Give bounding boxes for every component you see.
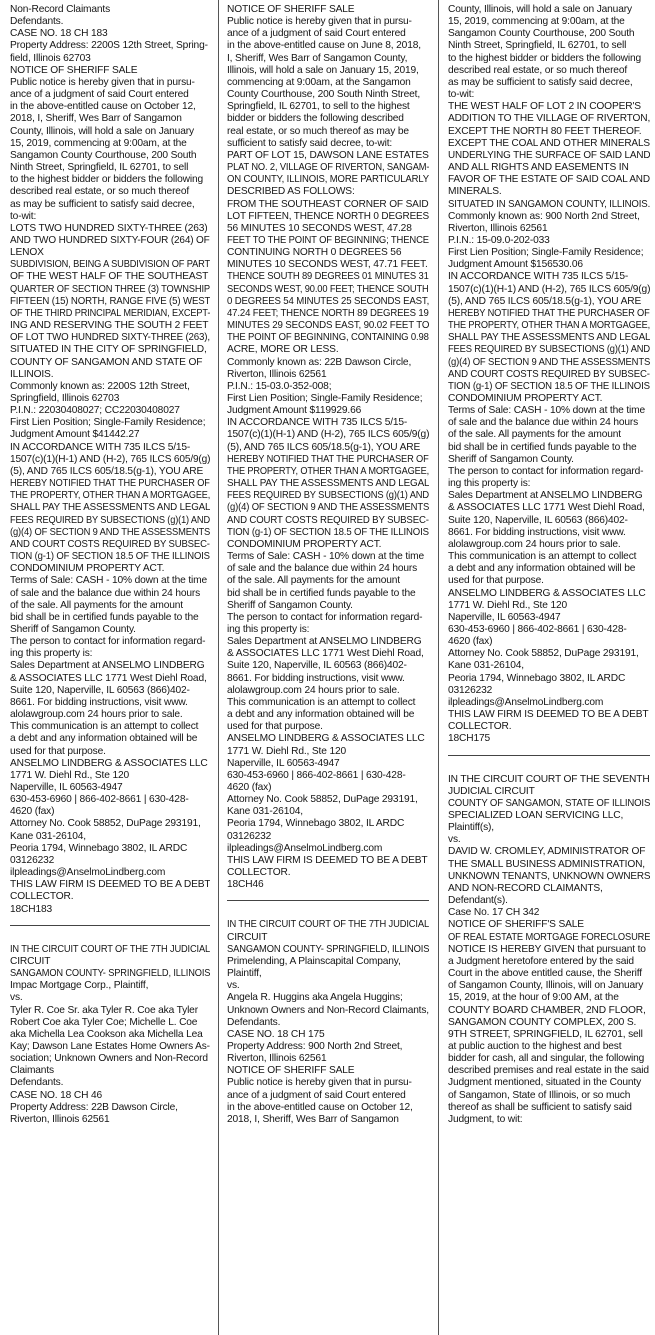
notice-text-line: THE WEST HALF OF LOT 2 IN COOPER'S <box>448 101 641 113</box>
notice-text-line: 2018, I, Sheriff, Wes Barr of Sangamon <box>10 113 182 125</box>
notice-text-line: FEES REQUIRED BY SUBSECTIONS (g)(1) AND <box>227 490 429 502</box>
notice-text-line: Attorney No. Cook 58852, DuPage 293191, <box>10 818 201 830</box>
notice-text-line: MINUTES 29 SECONDS EAST, 90.02 FEET TO <box>227 320 429 332</box>
notice-text-line: AND COURT COSTS REQUIRED BY SUBSEC- <box>448 368 650 380</box>
notice-text-line: Kay; Dawson Lane Estates Home Owners As- <box>10 1040 210 1052</box>
notice-text-line: OF REAL ESTATE MORTGAGE FORECLOSURE <box>448 931 650 943</box>
notice-text-line: FAVOR OF THE ESTATE OF SAID COAL AND <box>448 174 650 186</box>
notice-text-line: Public notice is hereby given that in pursu- <box>227 16 412 28</box>
notice-text-line: HEREBY NOTIFIED THAT THE PURCHASER OF <box>448 307 650 319</box>
notice-text-line: commencing at 9:00am, at the Sangamon <box>227 76 411 88</box>
notice-text-line: Sales Department at ANSELMO LINDBERG <box>448 490 643 502</box>
notice-text-line: Primelending, A Plainscapital Company, <box>227 955 401 967</box>
notice-text-line: a Judgment heretofore entered by the said <box>448 955 634 967</box>
notice-text-line: ING AND RESERVING THE SOUTH 2 FEET <box>10 320 209 332</box>
notice-text-line: Riverton, Illinois 62561 <box>227 368 327 380</box>
notice-text-line: Ninth Street, Springfield, IL 62701, to sell <box>10 162 189 174</box>
notice-text-line: 15, 2019, commencing at 9:00am, at the <box>10 137 187 149</box>
notice-text-line: LOT FIFTEEN, THENCE NORTH 0 DEGREES <box>227 210 429 222</box>
notice-text-line: aka Michella Lea Cookson aka Michella Lea <box>10 1028 203 1040</box>
notice-text-line: CONDOMINIUM PROPERTY ACT. <box>10 563 165 575</box>
notice-text-line: Sales Department at ANSELMO LINDBERG <box>227 636 422 648</box>
notice-text-line: CONTINUING NORTH 0 DEGREES 56 <box>227 247 402 259</box>
notice-text-line: IN ACCORDANCE WITH 735 ILCS 5/15- <box>10 441 191 453</box>
notice-text-line: Kane 031-26104, <box>448 660 524 672</box>
notice-separator-rule <box>10 925 210 926</box>
notice-text-line: Case No. 17 CH 342 <box>448 907 540 919</box>
notice-text-line: vs. <box>10 992 23 1004</box>
notice-text-line: (5), AND 765 ILCS 605/18.5(g-1), YOU ARE <box>227 441 421 453</box>
notice-text-line: COLLECTOR. <box>227 867 291 879</box>
notice-text-line: Plaintiff, <box>227 968 262 980</box>
notice-text-line: First Lien Position; Single-Family Residence; <box>10 417 206 429</box>
notice-text-line: bid shall be in certified funds payable to the <box>10 611 199 623</box>
notice-text-line: 8661. For bidding instructions, visit www. <box>227 672 405 684</box>
notice-text-line: used for that purpose. <box>10 745 106 757</box>
notice-text-line: ilpleadings@AnselmoLindberg.com <box>10 867 166 879</box>
notice-text-line: Sangamon County Courthouse, 200 South <box>448 28 635 40</box>
notice-text-line: DAVID W. CROMLEY, ADMINISTRATOR OF <box>448 846 646 858</box>
notice-text-line: SITUATED IN THE CITY OF SPRINGFIELD, <box>10 344 207 356</box>
notice-text-line: THIS LAW FIRM IS DEEMED TO BE A DEBT <box>448 709 649 721</box>
notice-text-line: Non-Record Claimants <box>10 4 111 15</box>
notice-text-line: Riverton, Illinois 62561 <box>448 222 548 234</box>
notice-text-line: used for that purpose. <box>227 721 323 733</box>
notice-text-line: AND ALL RIGHTS AND EASEMENTS IN <box>448 162 629 174</box>
notice-text-line: Springfield, IL 62701, to sell to the highest <box>227 101 410 113</box>
notice-text-line: SPECIALIZED LOAN SERVICING LLC, <box>448 810 624 821</box>
notice-text-line: THENCE SOUTH 89 DEGREES 01 MINUTES 31 <box>227 271 429 283</box>
notice-text-line: This communication is an attempt to collect <box>448 551 637 563</box>
column-middle <box>227 4 429 1335</box>
notice-text-line: at public auction to the highest and best <box>448 1040 622 1052</box>
notice-text-line: of sale and the balance due within 24 hours <box>10 587 201 599</box>
notice-text-line: 03126232 <box>10 854 55 866</box>
notice-text-line: of the sale. All payments for the amount <box>227 575 400 587</box>
notice-text-line: Unknown Owners and Non-Record Claimants, <box>227 1004 429 1016</box>
notice-text-line: Attorney No. Cook 58852, DuPage 293191, <box>448 648 639 660</box>
notice-text-line: ilpleadings@AnselmoLindberg.com <box>448 696 604 708</box>
legal-notice-block <box>448 774 650 1127</box>
notice-text-line: bid shall be in certified funds payable to the <box>227 587 416 599</box>
notice-text-line: in the above-entitled cause on October 12, <box>10 101 196 113</box>
notice-text-line: bid shall be in certified funds payable to the <box>448 441 637 453</box>
notice-text-line: 1771 W. Diehl Rd., Ste 120 <box>10 769 129 781</box>
notice-separator-rule <box>227 900 429 901</box>
notice-text-line: ADDITION TO THE VILLAGE OF RIVERTON, <box>448 113 650 125</box>
notice-text-line: SANGAMON COUNTY- SPRINGFIELD, ILLINOIS <box>10 968 210 980</box>
notice-text-line: COUNTY OF SANGAMON, STATE OF ILLINOIS <box>448 797 650 809</box>
notice-text-line: & ASSOCIATES LLC 1771 West Diehl Road, <box>227 648 424 660</box>
notice-text-line: Defendants. <box>10 16 64 28</box>
notice-text-line: Kane 031-26104, <box>227 806 303 818</box>
notice-text-line: alolawgroup.com 24 hours prior to sale. <box>10 709 183 721</box>
notice-text-line: sufficient to satisfy said decree, to-wit: <box>227 137 393 149</box>
notice-text-line: CIRCUIT <box>10 955 51 967</box>
notice-text-line: 4620 (fax) <box>227 782 272 793</box>
notice-text-line: Springfield, Illinois 62703 <box>10 393 120 404</box>
notice-text-line: used for that purpose. <box>448 575 544 587</box>
notice-text-line: Suite 120, Naperville, IL 60563 (866)402- <box>10 684 190 696</box>
notice-text-line: MINERALS. <box>448 186 502 198</box>
notice-text-line: Commonly known as: 22B Dawson Circle, <box>227 356 412 368</box>
notice-text-line: Court in the above entitled cause, the Sheriff <box>448 968 642 980</box>
notice-text-line: LENOX <box>10 247 44 259</box>
notice-text-line: THE POINT OF BEGINNING, CONTAINING 0.98 <box>227 332 429 344</box>
notice-text-line: in the above-entitled cause on October 12, <box>227 1101 413 1113</box>
notice-text-line: to the highest bidder or bidders the following <box>10 174 204 186</box>
notice-text-line: PLAT NO. 2, VILLAGE OF RIVERTON, SANGAM- <box>227 162 429 174</box>
legal-notice-block <box>227 4 429 891</box>
column-left <box>10 4 210 1335</box>
notice-text-line: SHALL PAY THE ASSESSMENTS AND LEGAL <box>227 478 429 490</box>
notice-text-line: Judgment, to wit: <box>448 1113 523 1125</box>
notice-text-line: 630-453-6960 | 866-402-8661 | 630-428- <box>227 769 406 781</box>
notice-text-line: 03126232 <box>448 684 493 696</box>
notice-text-line: SANGAMON COUNTY- SPRINGFIELD, ILLINOIS <box>227 943 429 955</box>
notice-text-line: Suite 120, Naperville, IL 60563 (866)402- <box>227 660 407 672</box>
column-divider-left <box>218 0 219 1335</box>
notice-text-line: OF THE THIRD PRINCIPAL MERIDIAN, EXCEPT- <box>10 307 210 319</box>
notice-text-line: Illinois, will hold a sale on January 15, 2019, <box>227 64 419 76</box>
notice-text-line: Suite 120, Naperville, IL 60563 (866)402- <box>448 514 628 526</box>
notice-text-line: CIRCUIT <box>227 931 268 943</box>
notice-text-line: a debt and any information obtained will be <box>10 733 198 745</box>
notice-text-line: a debt and any information obtained will be <box>448 563 636 575</box>
notice-text-line: NOTICE OF SHERIFF SALE <box>227 4 355 15</box>
notice-text-line: NOTICE OF SHERIFF SALE <box>10 64 138 76</box>
notice-text-line: First Lien Position; Single-Family Residence; <box>227 393 423 404</box>
notice-text-line: Commonly known as: 2200S 12th Street, <box>10 380 190 392</box>
notice-text-line: Sheriff of Sangamon County. <box>448 453 574 465</box>
notice-text-line: P.I.N.: 15-03.0-352-008; <box>227 380 332 392</box>
notice-text-line: 0 DEGREES 54 MINUTES 25 SECONDS EAST, <box>227 295 429 307</box>
notice-text-line: FEET TO THE POINT OF BEGINNING; THENCE <box>227 234 429 246</box>
notice-text-line: vs. <box>227 980 240 992</box>
notice-text-line: Defendant(s). <box>448 895 508 907</box>
notice-text-line: Commonly known as: 900 North 2nd Street, <box>448 210 640 222</box>
notice-text-line: ing this property is: <box>10 648 93 660</box>
legal-notice-block <box>10 944 210 1126</box>
notice-text-line: to-wit: <box>448 89 475 101</box>
notice-text-line: ON COUNTY, ILLINOIS, MORE PARTICULARLY <box>227 174 429 186</box>
notice-text-line: Public notice is hereby given that in pursu- <box>227 1077 412 1089</box>
notice-text-line: IN THE CIRCUIT COURT OF THE SEVENTH <box>448 773 650 785</box>
notice-text-line: Property Address: 900 North 2nd Street, <box>227 1040 403 1052</box>
notice-text-line: ACRE, MORE OR LESS. <box>227 344 339 356</box>
notice-text-line: NOTICE OF SHERIFF SALE <box>227 1065 355 1077</box>
column-right <box>448 4 650 1335</box>
notice-text-line: 18CH46 <box>227 879 264 891</box>
notice-text-line: Judgment Amount $156530.06 <box>448 259 583 271</box>
notice-text-line: COUNTY OF SANGAMON AND STATE OF <box>10 356 203 368</box>
notice-text-line: CASE NO. 18 CH 46 <box>10 1089 103 1101</box>
notice-text-line: PART OF LOT 15, DAWSON LANE ESTATES <box>227 149 429 161</box>
notice-text-line: 47.24 FEET; THENCE NORTH 89 DEGREES 19 <box>227 307 429 319</box>
notice-text-line: AND COURT COSTS REQUIRED BY SUBSEC- <box>227 514 429 526</box>
notice-text-line: DESCRIBED AS FOLLOWS: <box>227 186 355 198</box>
notice-text-line: FEES REQUIRED BY SUBSECTIONS (g)(1) AND <box>448 344 650 356</box>
notice-text-line: Defendants. <box>227 1016 281 1028</box>
notice-text-line: LOTS TWO HUNDRED SIXTY-THREE (263) <box>10 222 208 234</box>
notice-text-line: ance of a judgment of said Court entered <box>227 1089 406 1101</box>
notice-text-line: Robert Coe aka Tyler Coe; Michelle L. Coe <box>10 1016 198 1028</box>
notice-text-line: The person to contact for information regard- <box>10 636 206 648</box>
notice-text-line: Defendants. <box>10 1077 64 1089</box>
notice-text-line: Attorney No. Cook 58852, DuPage 293191, <box>227 794 418 806</box>
notice-text-line: a debt and any information obtained will be <box>227 709 415 721</box>
notice-text-line: Terms of Sale: CASH - 10% down at the time <box>448 405 645 417</box>
notice-text-line: OF THE WEST HALF OF THE SOUTHEAST <box>10 271 209 283</box>
notice-text-line: Riverton, Illinois 62561 <box>227 1053 327 1065</box>
notice-text-line: 56 MINUTES 10 SECONDS WEST, 47.28 <box>227 222 412 234</box>
notice-text-line: FIFTEEN (15) NORTH, RANGE FIVE (5) WEST <box>10 295 210 307</box>
notice-text-line: Naperville, IL 60563-4947 <box>448 611 561 623</box>
notice-text-line: & ASSOCIATES LLC 1771 West Diehl Road, <box>448 502 645 514</box>
notice-text-line: P.I.N.: 22030408027; CC22030408027 <box>10 405 180 417</box>
notice-text-line: 1507(c)(1)(H-1) AND (H-2), 765 ILCS 605/9(g) <box>448 283 650 295</box>
notice-text-line: bidder or bidders the following described <box>227 113 404 125</box>
notice-text-line: Riverton, Illinois 62561 <box>10 1113 110 1125</box>
notice-text-line: described real estate, or so much thereof <box>10 186 190 198</box>
notice-text-line: 4620 (fax) <box>10 806 55 818</box>
notice-text-line: 8661. For bidding instructions, visit www. <box>448 526 626 538</box>
notice-text-line: field, Illinois 62703 <box>10 52 91 64</box>
notice-text-line: FEES REQUIRED BY SUBSECTIONS (g)(1) AND <box>10 514 210 526</box>
notice-text-line: IN THE CIRCUIT COURT OF THE 7TH JUDICIAL <box>227 919 429 931</box>
notice-text-line: EXCEPT THE COAL AND OTHER MINERALS <box>448 137 650 149</box>
notice-text-line: ilpleadings@AnselmoLindberg.com <box>227 842 383 854</box>
notice-text-line: ANSELMO LINDBERG & ASSOCIATES LLC <box>227 733 425 745</box>
notice-text-line: 18CH175 <box>448 733 490 745</box>
notice-text-line: Plaintiff(s), <box>448 822 494 834</box>
notice-text-line: COUNTY BOARD CHAMBER, 2ND FLOOR, <box>448 1004 646 1016</box>
notice-text-line: Peoria 1794, Winnebago 3802, IL ARDC <box>448 672 626 684</box>
notice-text-line: 630-453-6960 | 866-402-8661 | 630-428- <box>10 794 189 806</box>
notice-text-line: as may be sufficient to satisfy said decree, <box>10 198 195 210</box>
notice-text-line: 15, 2019, at the hour of 9:00 AM, at the <box>448 992 619 1004</box>
notice-text-line: Property Address: 22B Dawson Circle, <box>10 1101 178 1113</box>
notice-text-line: THE PROPERTY, OTHER THAN A MORTGAGEE, <box>10 490 210 502</box>
notice-text-line: bidder for cash, all and singular, the following <box>448 1053 645 1065</box>
notice-text-line: Judgment mentioned, situated in the County <box>448 1077 642 1089</box>
notice-text-line: This communication is an attempt to collect <box>10 721 199 733</box>
notice-text-line: ing this property is: <box>448 478 531 490</box>
notice-text-line: of sale and the balance due within 24 hours <box>227 563 418 575</box>
notice-text-line: described real estate, or so much thereof <box>448 64 628 76</box>
notice-text-line: IN THE CIRCUIT COURT OF THE 7TH JUDICIAL <box>10 943 210 955</box>
notice-text-line: ANSELMO LINDBERG & ASSOCIATES LLC <box>448 587 646 599</box>
notice-text-line: alolawgroup.com 24 hours prior to sale. <box>227 684 400 696</box>
notice-text-line: 1771 W. Diehl Rd., Ste 120 <box>448 599 567 611</box>
legal-notice-block <box>227 919 429 1126</box>
notice-text-line: Sheriff of Sangamon County. <box>227 599 353 611</box>
notice-text-line: ance of a judgment of said Court entered <box>227 28 406 40</box>
notice-text-line: CONDOMINIUM PROPERTY ACT. <box>448 393 603 404</box>
notice-text-line: 4620 (fax) <box>448 636 493 648</box>
notice-text-line: CASE NO. 18 CH 183 <box>10 28 108 40</box>
notice-text-line: Sangamon County Courthouse, 200 South <box>10 149 197 161</box>
notice-text-line: HEREBY NOTIFIED THAT THE PURCHASER OF <box>227 453 429 465</box>
notice-text-line: First Lien Position; Single-Family Residence; <box>448 247 644 259</box>
notice-text-line: to the highest bidder or bidders the following <box>448 52 642 64</box>
notice-text-line: & ASSOCIATES LLC 1771 West Diehl Road, <box>10 672 207 684</box>
notice-text-line: AND TWO HUNDRED SIXTY-FOUR (264) OF <box>10 234 210 246</box>
notice-text-line: NOTICE OF SHERIFF'S SALE <box>448 919 584 931</box>
notice-text-line: Judgment Amount $41442.27 <box>10 429 140 441</box>
notice-text-line: as may be sufficient to satisfy said decree, <box>448 76 633 88</box>
notice-text-line: (g)(4) OF SECTION 9 AND THE ASSESSMENTS <box>227 502 429 514</box>
notice-text-line: Judgment Amount $119929.66 <box>227 405 362 417</box>
notice-text-line: ance of a judgment of said Court entered <box>10 89 189 101</box>
notice-text-line: County, Illinois, will hold a sale on January <box>10 125 194 137</box>
notice-text-line: I, Sheriff, Wes Barr of Sangamon County, <box>227 52 408 64</box>
notice-text-line: SECONDS WEST, 90.00 FEET; THENCE SOUTH <box>227 283 429 295</box>
notice-text-line: AND COURT COSTS REQUIRED BY SUBSEC- <box>10 538 210 550</box>
notice-text-line: SUBDIVISION, BEING A SUBDIVISION OF PART <box>10 259 210 271</box>
notice-text-line: CASE NO. 18 CH 175 <box>227 1028 325 1040</box>
notice-text-line: in the above-entitled cause on June 8, 2018, <box>227 40 421 52</box>
notice-text-line: 15, 2019, commencing at 9:00am, at the <box>448 16 625 28</box>
notice-text-line: This communication is an attempt to collect <box>227 696 416 708</box>
notice-text-line: (5), AND 765 ILCS 605/18.5(g-1), YOU ARE <box>448 295 642 307</box>
notice-text-line: Naperville, IL 60563-4947 <box>227 757 340 769</box>
notice-text-line: Kane 031-26104, <box>10 830 86 842</box>
notice-text-line: County Courthouse, 200 South Ninth Street, <box>227 89 421 101</box>
notice-text-line: Impac Mortgage Corp., Plaintiff, <box>10 980 149 992</box>
notice-text-line: UNDERLYING THE SURFACE OF SAID LAND <box>448 149 650 161</box>
notice-text-line: Terms of Sale: CASH - 10% down at the time <box>10 575 207 587</box>
notice-text-line: THIS LAW FIRM IS DEEMED TO BE A DEBT <box>227 854 428 866</box>
notice-text-line: Angela R. Huggins aka Angela Huggins; <box>227 992 403 1004</box>
notice-text-line: County, Illinois, will hold a sale on January <box>448 4 632 15</box>
notice-text-line: UNKNOWN TENANTS, UNKNOWN OWNERS <box>448 870 650 882</box>
notice-text-line: of sale and the balance due within 24 hours <box>448 417 639 429</box>
notice-text-line: AND NON-RECORD CLAIMANTS, <box>448 882 603 894</box>
notice-text-line: OF LOT TWO HUNDRED SIXTY-THREE (263), <box>10 332 210 344</box>
legal-notice-block <box>448 4 650 746</box>
notice-text-line: 2018, I, Sheriff, Wes Barr of Sangamon <box>227 1113 399 1125</box>
notice-text-line: thereof as shall be sufficient to satisfy said <box>448 1101 632 1113</box>
notice-text-line: Ninth Street, Springfield, IL 62701, to sell <box>448 40 627 52</box>
notice-text-line: described premises and real estate in the said <box>448 1065 649 1077</box>
notice-text-line: FROM THE SOUTHEAST CORNER OF SAID <box>227 198 429 210</box>
notice-text-line: (5), AND 765 ILCS 605/18.5(g-1), YOU ARE <box>10 465 204 477</box>
notice-text-line: THE SMALL BUSINESS ADMINISTRATION, <box>448 858 645 870</box>
notice-text-line: ing this property is: <box>227 623 310 635</box>
notice-text-line: TION (g-1) OF SECTION 18.5 OF THE ILLINOIS <box>227 526 429 538</box>
notice-separator-rule <box>448 755 650 756</box>
notice-text-line: NOTICE IS HEREBY GIVEN that pursuant to <box>448 943 646 955</box>
notice-text-line: 1771 W. Diehl Rd., Ste 120 <box>227 745 346 757</box>
notice-text-line: COLLECTOR. <box>448 721 512 733</box>
legal-notice-block <box>10 4 210 916</box>
notice-text-line: 18CH183 <box>10 903 52 915</box>
notice-text-line: 1507(c)(1)(H-1) AND (H-2), 765 ILCS 605/9(g) <box>10 453 210 465</box>
notice-text-line: SHALL PAY THE ASSESSMENTS AND LEGAL <box>448 332 650 344</box>
notice-text-line: MINUTES 10 SECONDS WEST, 47.71 FEET. <box>227 259 428 271</box>
notice-text-line: (g)(4) OF SECTION 9 AND THE ASSESSMENTS <box>448 356 650 368</box>
notice-text-line: 9TH STREET, SPRINGFIELD, IL 62701, sell <box>448 1028 643 1040</box>
notice-text-line: THIS LAW FIRM IS DEEMED TO BE A DEBT <box>10 879 210 891</box>
notice-text-line: Peoria 1794, Winnebago 3802, IL ARDC <box>227 818 405 830</box>
notice-text-line: Public notice is hereby given that in pursu- <box>10 76 195 88</box>
notice-text-line: of Sangamon County, Illinois, will on January <box>448 980 644 992</box>
notice-text-line: sociation; Unknown Owners and Non-Record <box>10 1053 208 1065</box>
notice-text-line: 8661. For bidding instructions, visit www. <box>10 696 188 708</box>
notice-text-line: The person to contact for information regard- <box>227 611 423 623</box>
notice-text-line: SHALL PAY THE ASSESSMENTS AND LEGAL <box>10 502 210 514</box>
notice-text-line: The person to contact for information regard- <box>448 465 644 477</box>
notice-text-line: Property Address: 2200S 12th Street, Spring- <box>10 40 208 52</box>
notice-text-line: of Sangamon, State of Illinois, or so much <box>448 1089 631 1101</box>
notice-text-line: SITUATED IN SANGAMON COUNTY, ILLINOIS. <box>448 198 650 210</box>
notice-text-line: alolawgroup.com 24 hours prior to sale. <box>448 538 621 550</box>
notice-text-line: Sales Department at ANSELMO LINDBERG <box>10 660 205 672</box>
column-divider-right <box>438 0 439 1335</box>
notice-text-line: ANSELMO LINDBERG & ASSOCIATES LLC <box>10 757 208 769</box>
notice-text-line: QUARTER OF SECTION THREE (3) TOWNSHIP <box>10 283 210 295</box>
notice-text-line: Tyler R. Coe Sr. aka Tyler R. Coe aka Tyler <box>10 1004 198 1016</box>
notice-text-line: CONDOMINIUM PROPERTY ACT. <box>227 538 382 550</box>
notice-text-line: THE PROPERTY, OTHER THAN A MORTGAGEE, <box>227 465 429 477</box>
notice-text-line: Terms of Sale: CASH - 10% down at the time <box>227 551 424 563</box>
notice-text-line: of the sale. All payments for the amount <box>10 599 183 611</box>
notice-text-line: EXCEPT THE NORTH 80 FEET THEREOF. <box>448 125 642 137</box>
notice-text-line: THE PROPERTY, OTHER THAN A MORTGAGEE, <box>448 320 650 332</box>
notice-text-line: JUDICIAL CIRCUIT <box>448 785 535 797</box>
notice-text-line: Claimants <box>10 1065 54 1077</box>
notice-text-line: IN ACCORDANCE WITH 735 ILCS 5/15- <box>227 417 408 429</box>
notice-text-line: HEREBY NOTIFIED THAT THE PURCHASER OF <box>10 478 210 490</box>
notice-text-line: vs. <box>448 834 461 846</box>
notice-text-line: COLLECTOR. <box>10 891 74 903</box>
notice-text-line: 03126232 <box>227 830 272 842</box>
notice-text-line: IN ACCORDANCE WITH 735 ILCS 5/15- <box>448 271 629 283</box>
notice-text-line: Naperville, IL 60563-4947 <box>10 782 123 793</box>
notice-text-line: real estate, or so much thereof as may be <box>227 125 409 137</box>
notice-text-line: TION (g-1) OF SECTION 18.5 OF THE ILLINOIS <box>448 380 650 392</box>
notice-text-line: P.I.N.: 15-09.0-202-033 <box>448 234 550 246</box>
notice-text-line: 630-453-6960 | 866-402-8661 | 630-428- <box>448 623 627 635</box>
notice-text-line: ILLINOIS. <box>10 368 54 380</box>
notice-text-line: SANGAMON COUNTY COMPLEX, 200 S. <box>448 1016 637 1028</box>
notice-text-line: (g)(4) OF SECTION 9 AND THE ASSESSMENTS <box>10 526 210 538</box>
notice-text-line: TION (g-1) OF SECTION 18.5 OF THE ILLINOIS <box>10 551 210 563</box>
notice-text-line: to-wit: <box>10 210 37 222</box>
notice-text-line: Sheriff of Sangamon County. <box>10 623 136 635</box>
notice-text-line: 1507(c)(1)(H-1) AND (H-2), 765 ILCS 605/9(g) <box>227 429 429 441</box>
notice-text-line: of the sale. All payments for the amount <box>448 429 621 441</box>
notice-text-line: Peoria 1794, Winnebago 3802, IL ARDC <box>10 842 188 854</box>
